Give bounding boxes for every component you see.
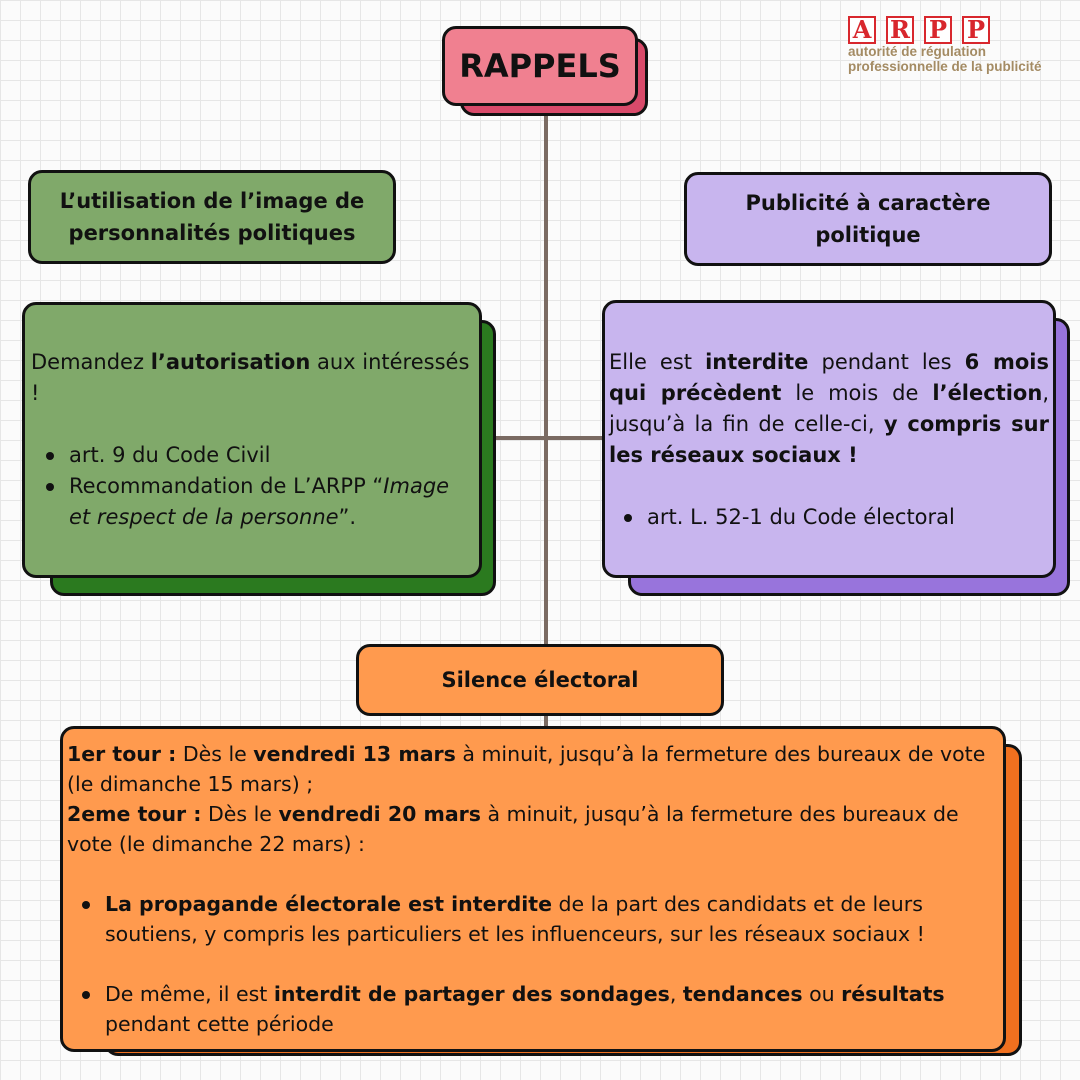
left-card (22, 302, 482, 578)
right-bullet-list (609, 502, 1049, 533)
left-intro: Demandez l’autorisation aux intéressés ! (31, 350, 470, 405)
left-bullet-list (31, 440, 473, 533)
left-card-text (25, 305, 479, 533)
bottom-bullet-2: De même, il est interdit de partager des sondages, tendances ou résultats pendant cette période (67, 979, 999, 1039)
bottom-card (60, 726, 1006, 1052)
page-title: RAPPELS (459, 47, 621, 85)
arpp-logo (848, 16, 1068, 78)
right-bullet-1: art. L. 52-1 du Code électoral (609, 502, 1049, 533)
logo-letter-a: A (848, 16, 876, 44)
right-card-text (605, 303, 1053, 533)
logo-letter-p2: P (962, 16, 990, 44)
logo-letter-r: R (886, 16, 914, 44)
title-box (442, 26, 638, 106)
logo-tagline-2: professionnelle de la publicité (848, 59, 1042, 74)
left-bullet-2: Recommandation de L’ARPP “Image et respect de la personne”. (31, 471, 473, 533)
bottom-heading: Silence électoral (441, 668, 639, 692)
right-intro: Elle est interdite pendant les 6 mois qui précèdent le mois de l’élection, jusqu’à la fin de celle-ci, y compris sur les réseaux sociaux ! (609, 350, 1049, 467)
logo-letter-p: P (924, 16, 952, 44)
connector-horizontal (480, 436, 604, 440)
right-heading-box (684, 172, 1052, 266)
bottom-card-text (63, 729, 1003, 1039)
right-card (602, 300, 1056, 578)
right-heading: Publicité à caractère politique (745, 191, 991, 247)
bottom-tour-1: 1er tour : Dès le vendredi 13 mars à minuit, jusqu’à la fermeture des bureaux de vote (le dimanche 15 mars) ; (67, 742, 986, 796)
bottom-heading-box (356, 644, 724, 716)
left-bullet-1: art. 9 du Code Civil (31, 440, 473, 471)
bottom-bullet-1: La propagande électorale est interdite de la part des candidats et de leurs soutiens, y compris les particuliers et les influenceurs, sur les réseaux sociaux ! (67, 889, 999, 949)
left-heading-box (28, 170, 396, 264)
bottom-bullet-list (67, 889, 999, 1039)
bottom-tour-2: 2eme tour : Dès le vendredi 20 mars à minuit, jusqu’à la fermeture des bureaux de vote (le dimanche 22 mars) : (67, 802, 959, 856)
connector-vertical (544, 100, 548, 728)
left-heading: L’utilisation de l’image de personnalités politiques (59, 189, 365, 245)
logo-tagline-1: autorité de régulation (848, 44, 987, 59)
